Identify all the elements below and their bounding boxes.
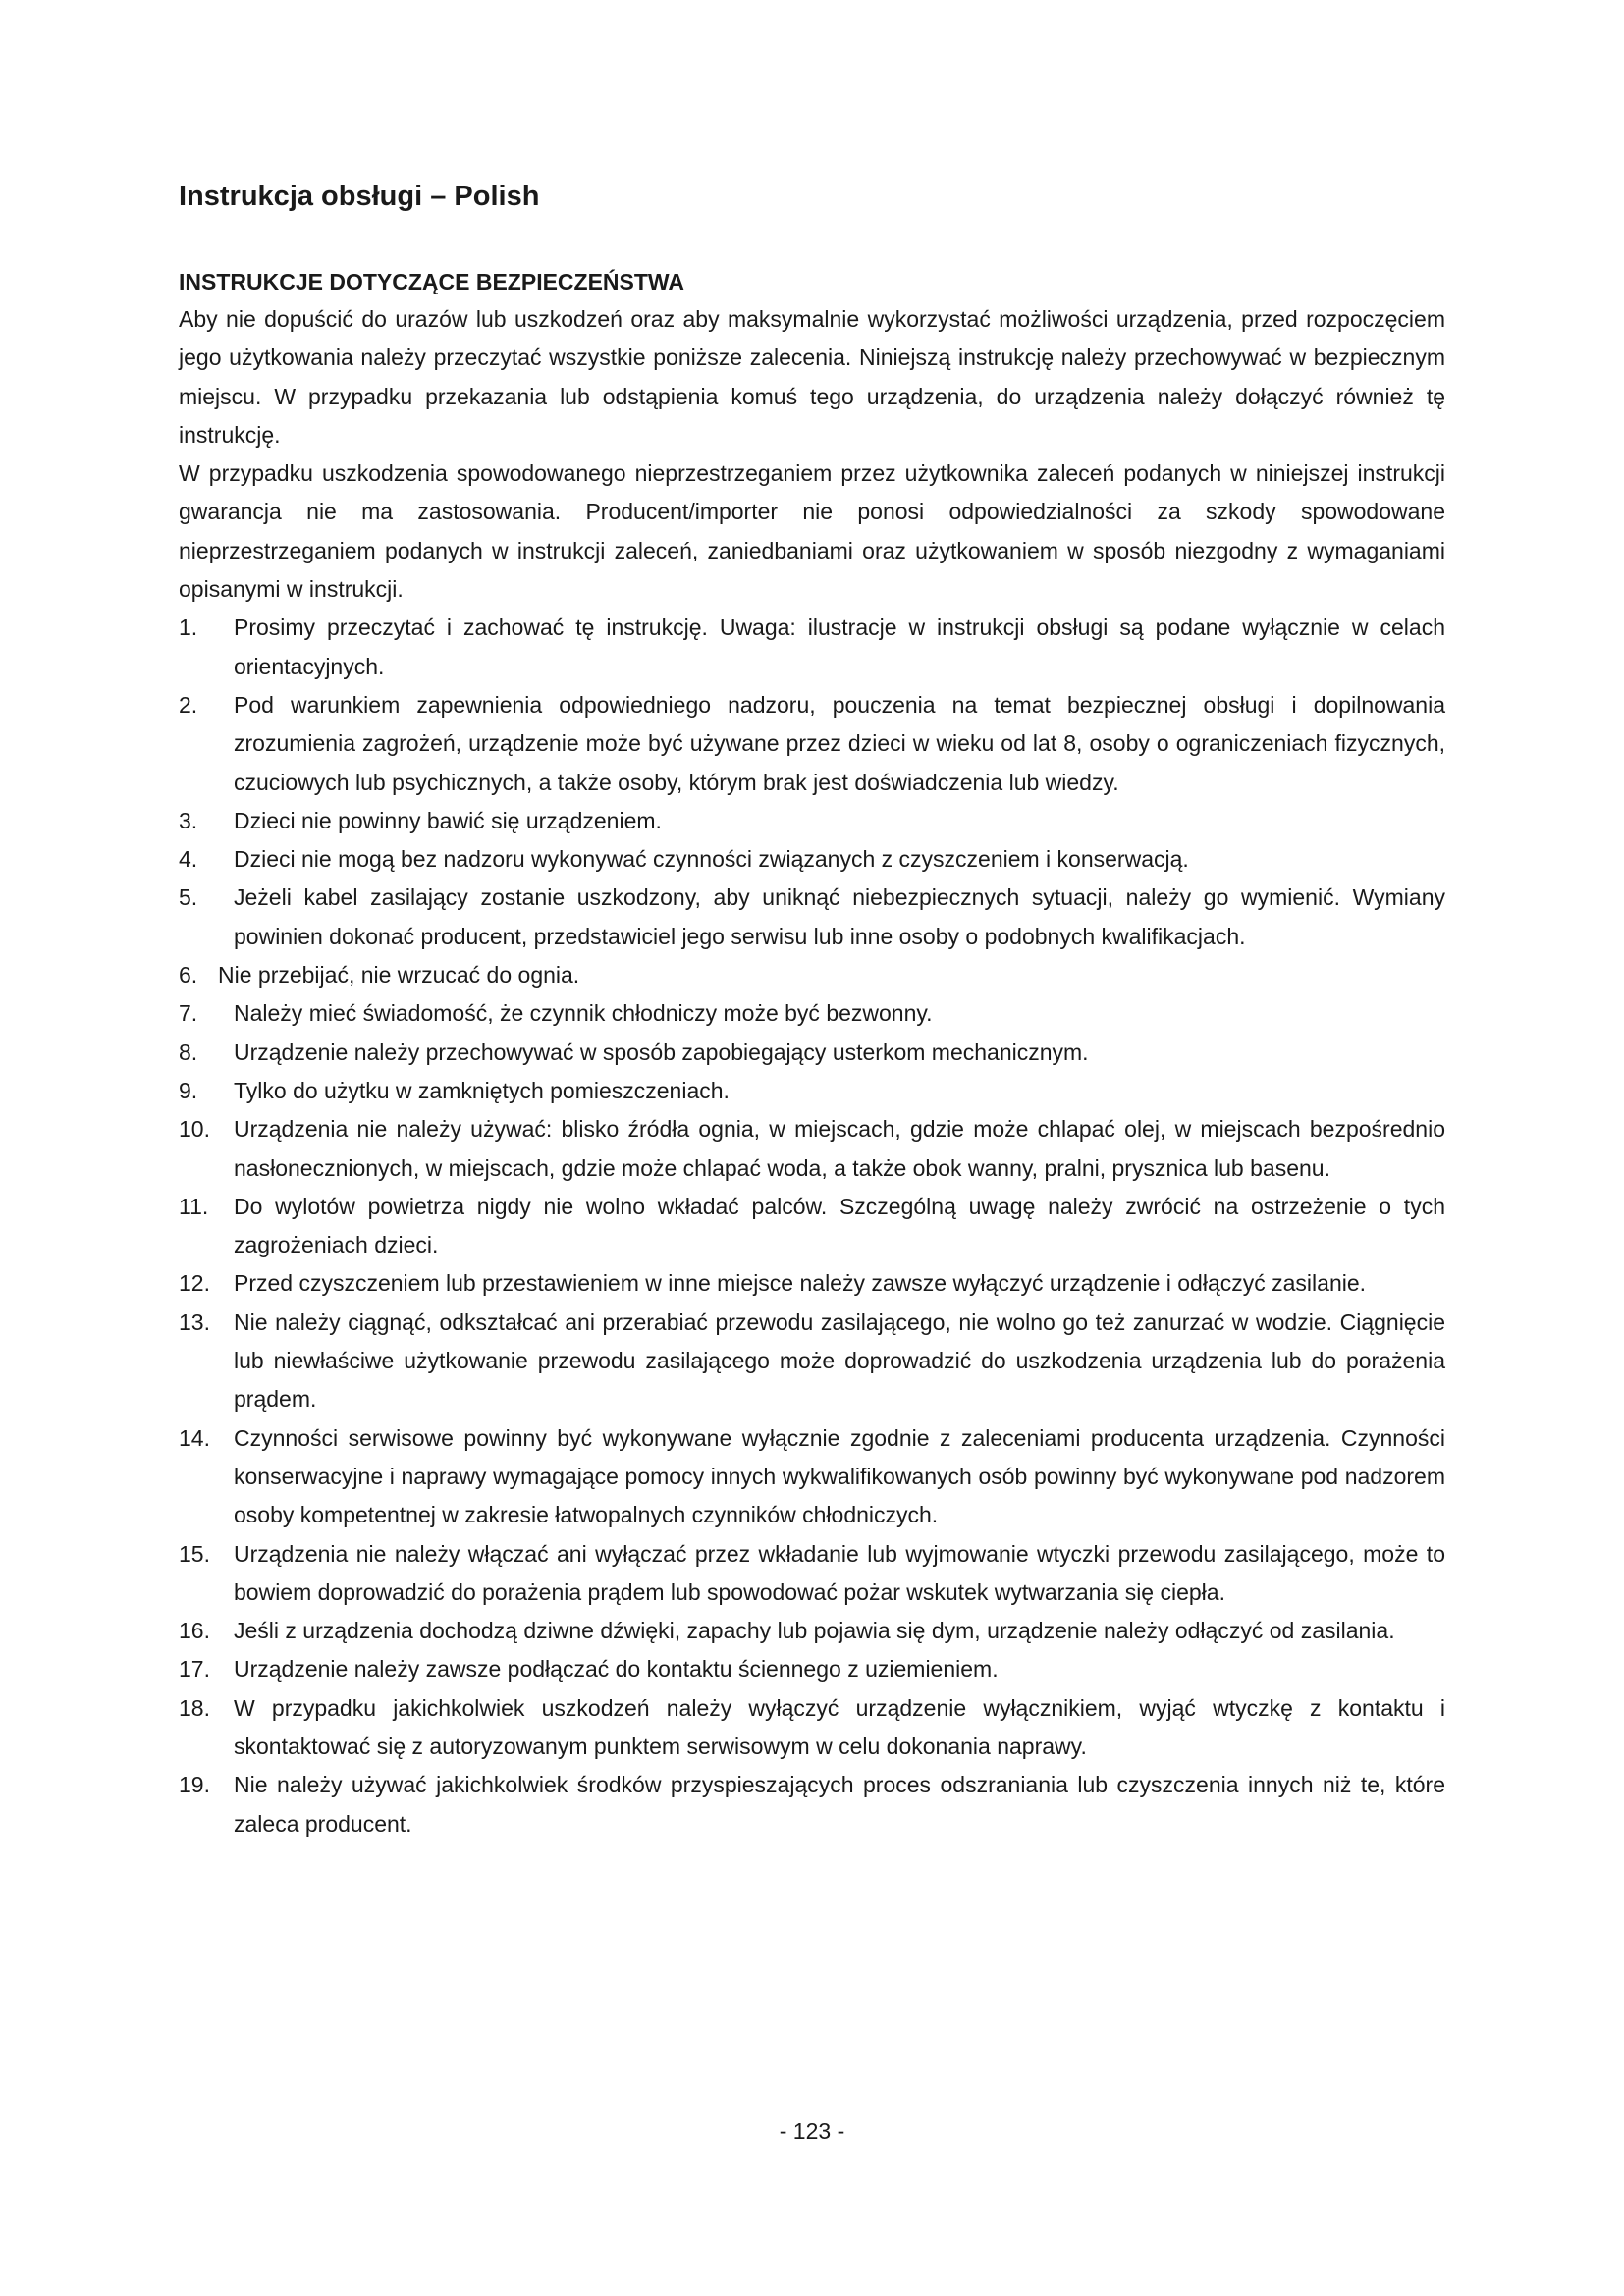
item-text: Należy mieć świadomość, że czynnik chłodniczy może być bezwonny. <box>234 1000 933 1027</box>
item-text: Urządzenie należy przechowywać w sposób zapobiegający usterkom mechanicznym. <box>234 1039 1089 1065</box>
list-item <box>179 1419 1445 1535</box>
item-number: 10. <box>179 1116 210 1143</box>
list-item <box>179 802 1445 840</box>
item-text: Urządzenia nie należy włączać ani wyłączać przez wkładanie lub wyjmowanie wtyczki przewodu zasilającego, może to bowiem doprowadzić do porażenia prądem lub spowodować pożar wskutek wytwarzania się ciepła. <box>234 1540 1445 1605</box>
list-item <box>179 994 1445 1033</box>
list-item <box>179 1264 1445 1303</box>
item-number: 5. <box>179 884 198 911</box>
item-text: Dzieci nie powinny bawić się urządzeniem. <box>234 807 662 833</box>
list-item <box>179 609 1445 686</box>
item-number: 2. <box>179 691 198 718</box>
item-number: 13. <box>179 1308 210 1335</box>
item-number: 7. <box>179 1000 198 1027</box>
list-item <box>179 1188 1445 1265</box>
item-number: 12. <box>179 1270 210 1297</box>
list-item <box>179 1766 1445 1843</box>
item-text: Urządzenie należy zawsze podłączać do kontaktu ściennego z uziemieniem. <box>234 1656 999 1682</box>
item-text: Nie przebijać, nie wrzucać do ognia. <box>218 962 580 988</box>
safety-instructions-list <box>179 609 1445 1843</box>
list-item <box>179 1535 1445 1613</box>
list-item <box>179 1650 1445 1688</box>
item-text: Tylko do użytku w zamkniętych pomieszczeniach. <box>234 1077 730 1103</box>
item-number: 3. <box>179 807 198 833</box>
list-item <box>179 1689 1445 1767</box>
intro <box>179 300 1445 609</box>
item-number: 8. <box>179 1039 198 1065</box>
item-number: 6. <box>179 962 198 988</box>
item-number: 16. <box>179 1618 210 1644</box>
list-item <box>179 1612 1445 1650</box>
list-item <box>179 879 1445 956</box>
intro-paragraph: W przypadku uszkodzenia spowodowanego nieprzestrzeganiem przez użytkownika zaleceń podanych w niniejszej instrukcji gwarancja nie ma zastosowania. Producent/importer nie ponosi odpowiedzialności za szkody spowodowane nieprzestrzeganiem podanych w instrukcji zaleceń, zaniedbaniami oraz użytkowaniem w sposób niezgodny z wymaganiami opisanymi w instrukcji. <box>179 460 1445 603</box>
document-title: Instrukcja obsługi – Polish <box>179 181 540 212</box>
item-number: 15. <box>179 1540 210 1567</box>
item-text: Urządzenia nie należy używać: blisko źródła ognia, w miejscach, gdzie może chlapać olej, w miejscach bezpośrednio nasłonecznionych, w miejscach, gdzie może chlapać woda, a także obok wanny, pralni, prysznica lub basenu. <box>234 1116 1445 1181</box>
list-item <box>179 956 1445 994</box>
item-number: 11. <box>179 1193 209 1219</box>
document-body <box>179 300 1445 1843</box>
item-text: Jeśli z urządzenia dochodzą dziwne dźwięki, zapachy lub pojawia się dym, urządzenie należy odłączyć od zasilania. <box>234 1618 1395 1644</box>
item-text: W przypadku jakichkolwiek uszkodzeń należy wyłączyć urządzenie wyłącznikiem, wyjąć wtyczkę z kontaktu i skontaktować się z autoryzowanym punktem serwisowym w celu dokonania naprawy. <box>234 1694 1445 1759</box>
page-number: - 123 - <box>779 2118 845 2144</box>
item-number: 4. <box>179 846 198 873</box>
item-number: 9. <box>179 1077 198 1103</box>
intro-paragraph: Aby nie dopuścić do urazów lub uszkodzeń oraz aby maksymalnie wykorzystać możliwości urządzenia, przed rozpoczęciem jego użytkowania należy przeczytać wszystkie poniższe zalecenia. Niniejszą instrukcję należy przechowywać w bezpiecznym miejscu. W przypadku przekazania lub odstąpienia komuś tego urządzenia, do urządzenia należy dołączyć również tę instrukcję. <box>179 306 1445 448</box>
item-number: 14. <box>179 1424 210 1451</box>
item-text: Pod warunkiem zapewnienia odpowiedniego nadzoru, pouczenia na temat bezpiecznej obsługi i dopilnowania zrozumienia zagrożeń, urządzenie może być używane przez dzieci w wieku od lat 8, osoby o ograniczeniach fizycznych, czuciowych lub psychicznych, a także osoby, którym brak jest doświadczenia lub wiedzy. <box>234 691 1445 795</box>
list-item <box>179 1034 1445 1072</box>
item-number: 18. <box>179 1694 210 1721</box>
item-text: Jeżeli kabel zasilający zostanie uszkodzony, aby uniknąć niebezpiecznych sytuacji, należy go wymienić. Wymiany powinien dokonać producent, przedstawiciel jego serwisu lub inne osoby o podobnych kwalifikacjach. <box>234 884 1445 949</box>
item-number: 19. <box>179 1772 210 1798</box>
list-item <box>179 1304 1445 1419</box>
item-text: Prosimy przeczytać i zachować tę instrukcję. Uwaga: ilustracje w instrukcji obsługi są podane wyłącznie w celach orientacyjnych. <box>234 614 1445 679</box>
item-text: Dzieci nie mogą bez nadzoru wykonywać czynności związanych z czyszczeniem i konserwacją. <box>234 846 1189 873</box>
item-number: 1. <box>179 614 198 641</box>
item-text: Do wylotów powietrza nigdy nie wolno wkładać palców. Szczególną uwagę należy zwrócić na ostrzeżenie o tych zagrożeniach dzieci. <box>234 1193 1445 1258</box>
list-item <box>179 1072 1445 1110</box>
item-text: Czynności serwisowe powinny być wykonywane wyłącznie zgodnie z zaleceniami producenta urządzenia. Czynności konserwacyjne i naprawy wymagające pomocy innych wykwalifikowanych osób powinny być wykonywane pod nadzorem osoby kompetentnej w zakresie łatwopalnych czynników chłodniczych. <box>234 1424 1445 1528</box>
item-text: Przed czyszczeniem lub przestawieniem w inne miejsce należy zawsze wyłączyć urządzenie i odłączyć zasilanie. <box>234 1270 1367 1297</box>
list-item <box>179 686 1445 802</box>
list-item <box>179 1110 1445 1188</box>
list-item <box>179 840 1445 879</box>
item-text: Nie należy ciągnąć, odkształcać ani przerabiać przewodu zasilającego, nie wolno go też zanurzać w wodzie. Ciągnięcie lub niewłaściwe użytkowanie przewodu zasilającego może doprowadzić do uszkodzenia urządzenia lub do porażenia prądem. <box>234 1308 1445 1413</box>
item-text: Nie należy używać jakichkolwiek środków przyspieszających proces odszraniania lub czyszczenia innych niż te, które zaleca producent. <box>234 1772 1445 1837</box>
section-heading: INSTRUKCJE DOTYCZĄCE BEZPIECZEŃSTWA <box>179 269 684 294</box>
item-number: 17. <box>179 1656 210 1682</box>
